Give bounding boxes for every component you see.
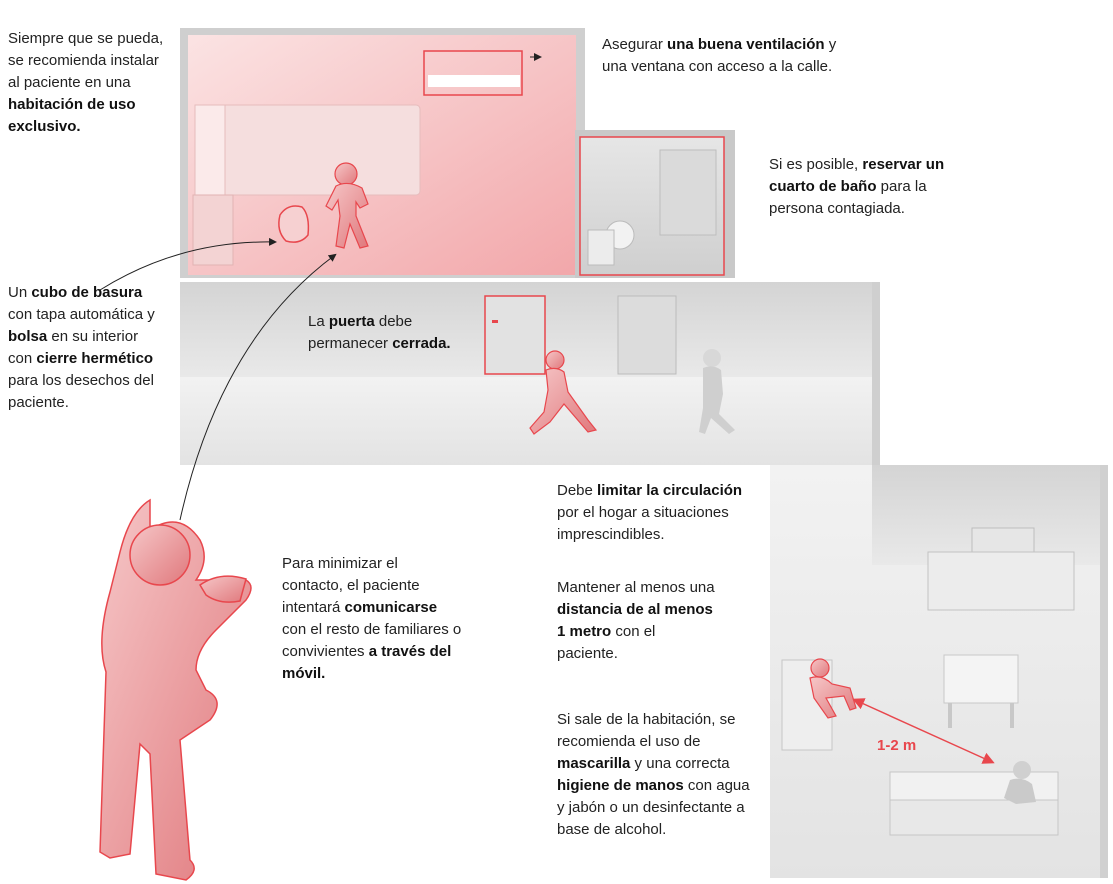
note-mask: Si sale de la habitación, se recomienda el uso de mascarilla y una correcta higiene de manos con agua y jabón o un desinfectante a base de alcohol.: [557, 711, 750, 838]
note-ventilation: Asegurar una buena ventilación y una ventana con acceso a la calle.: [602, 36, 837, 75]
shower-icon: [660, 150, 716, 235]
note-circulation: Debe limitar la circulación por el hogar a situaciones imprescindibles.: [557, 482, 743, 543]
note-phone: Para minimizar el contacto, el paciente intentará comunicarse con el resto de familiares o convivientes a través del móvil.: [282, 555, 462, 682]
living-room: [770, 465, 1108, 878]
distance-label: 1-2 m: [877, 737, 917, 754]
patient-room: [180, 28, 585, 278]
trash-bin-icon: [279, 206, 309, 242]
note-distance: Mantener al menos una distancia de al menos 1 metro con el paciente.: [557, 579, 715, 662]
bathroom: [575, 130, 735, 278]
patient-phone-figure-icon: [100, 500, 251, 880]
note-door: La puerta debe permanecer cerrada.: [308, 313, 451, 352]
door-icon: [485, 296, 545, 374]
note-bin: Un cubo de basura con tapa automática y bolsa en su interior con cierre hermético para los desechos del paciente.: [8, 284, 155, 411]
note-bathroom: Si es posible, reservar un cuarto de baño para la persona contagiada.: [769, 156, 945, 217]
note-room: Siempre que se pueda, se recomienda instalar al paciente en una habitación de uso exclusivo.: [8, 30, 164, 135]
